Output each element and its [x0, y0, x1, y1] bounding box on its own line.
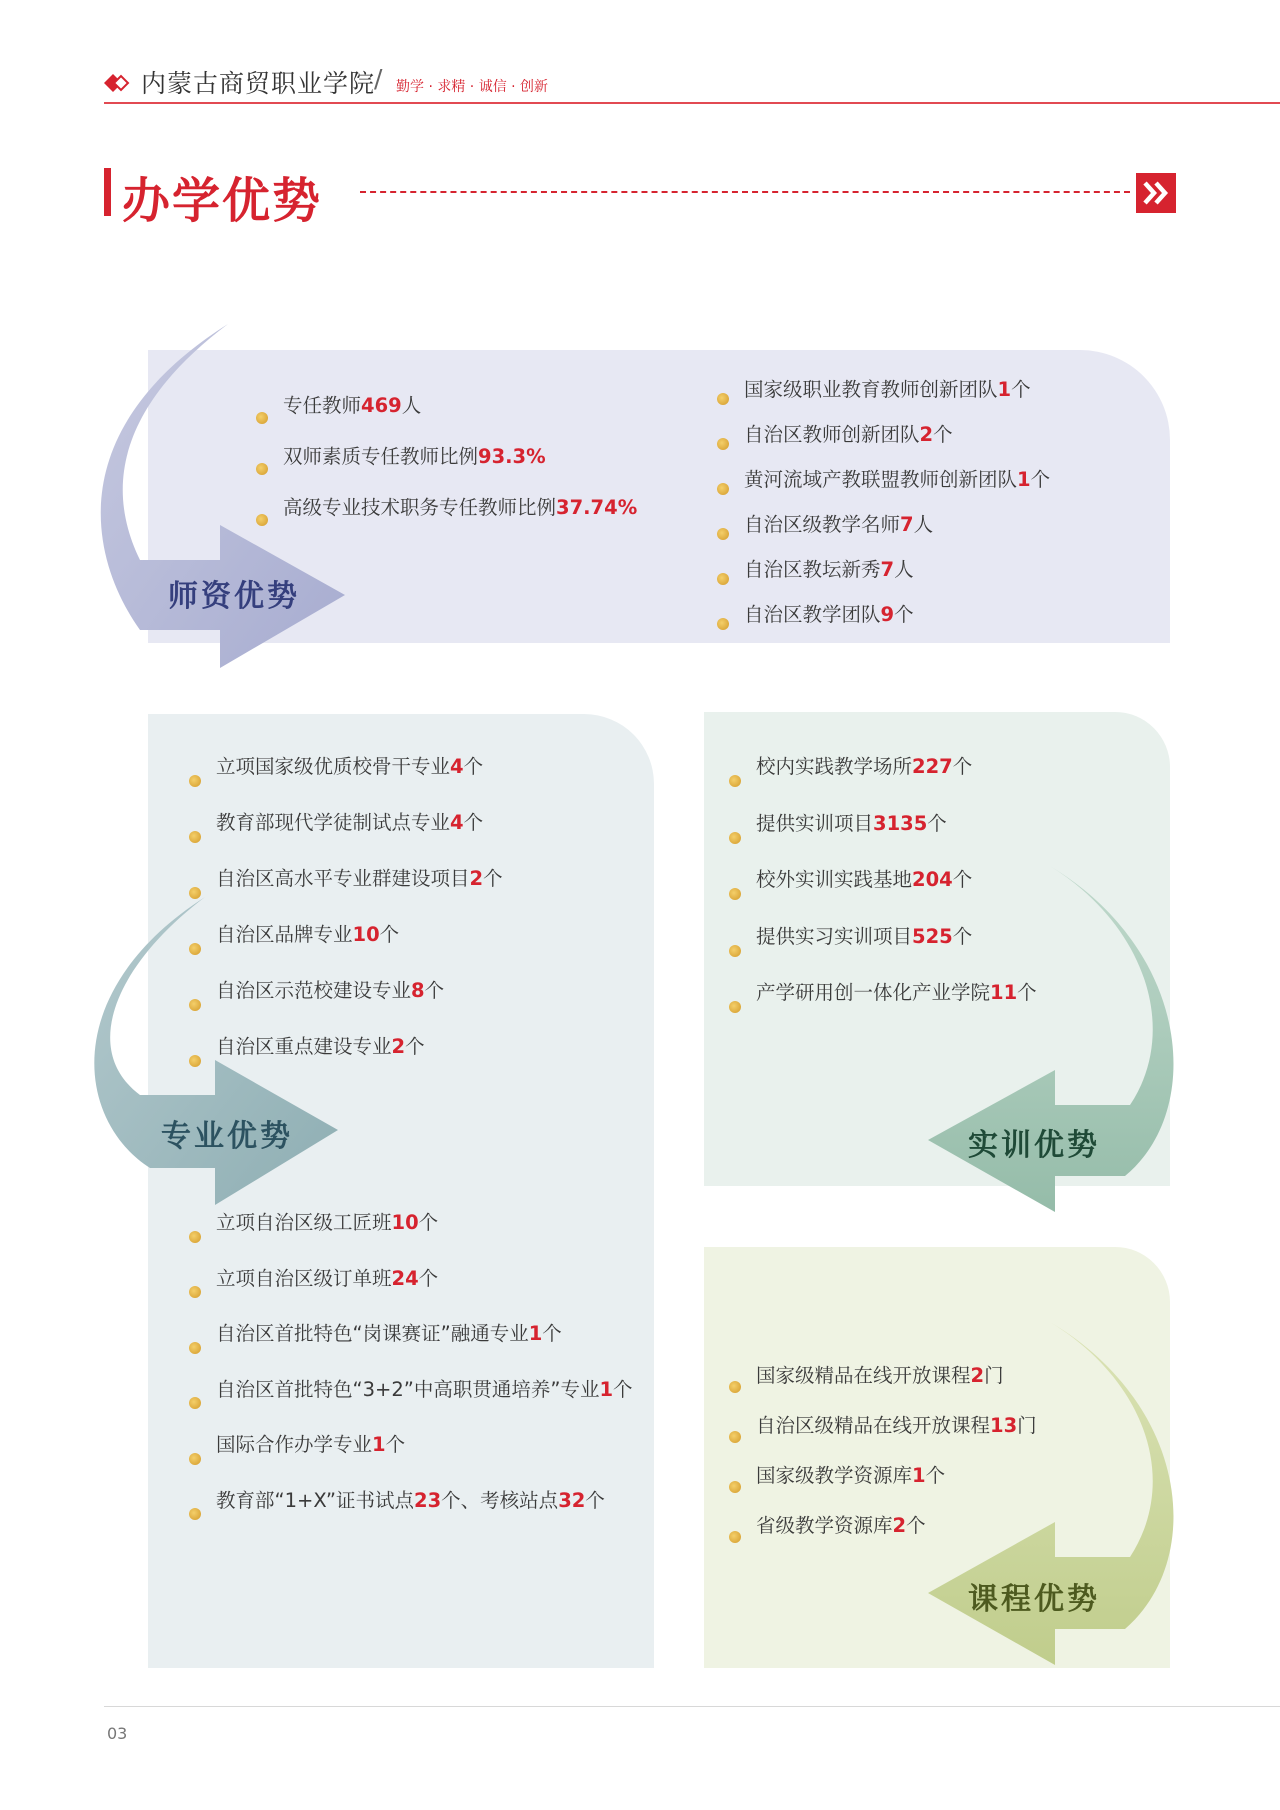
list-item: 自治区高水平专业群建设项目2个 [189, 865, 503, 921]
list-item: 自治区教坛新秀7人 [717, 556, 1050, 601]
list-item: 自治区教学团队9个 [717, 601, 1050, 646]
list-item: 校内实践教学场所227个 [729, 753, 1037, 810]
teacher-right-list [717, 376, 1050, 646]
list-item: 自治区品牌专业10个 [189, 921, 503, 977]
page-number: 03 [107, 1724, 128, 1743]
list-item: 提供实训项目3135个 [729, 810, 1037, 867]
school-motto: 勤学 · 求精 · 诚信 · 创新 [396, 79, 549, 95]
course-list [729, 1362, 1037, 1562]
header-separator: / [374, 64, 383, 93]
list-item: 省级教学资源库2个 [729, 1512, 1037, 1562]
bullet-dot-icon [189, 1453, 201, 1465]
bullet-dot-icon [717, 393, 729, 405]
list-item: 国家级教学资源库1个 [729, 1462, 1037, 1512]
list-item: 高级专业技术职务专任教师比例37.74% [256, 494, 637, 545]
bullet-dot-icon [256, 412, 268, 424]
list-item: 自治区重点建设专业2个 [189, 1033, 503, 1089]
bullet-dot-icon [189, 775, 201, 787]
list-item: 国际合作办学专业1个 [189, 1431, 633, 1487]
bullet-dot-icon [729, 832, 741, 844]
list-item: 校外实训实践基地204个 [729, 866, 1037, 923]
teacher-advantage-heading: 师资优势 [168, 579, 300, 614]
list-item: 自治区教师创新团队2个 [717, 421, 1050, 466]
bullet-dot-icon [189, 1286, 201, 1298]
list-item: 自治区级教学名师7人 [717, 511, 1050, 556]
page-title: 办学优势 [122, 173, 323, 229]
list-item: 国家级职业教育教师创新团队1个 [717, 376, 1050, 421]
school-name: 内蒙古商贸职业学院 [141, 69, 376, 98]
major-advantage-heading: 专业优势 [161, 1119, 293, 1154]
list-item: 自治区示范校建设专业8个 [189, 977, 503, 1033]
list-item: 教育部“1+X”证书试点23个、考核站点32个 [189, 1487, 633, 1543]
bullet-dot-icon [717, 618, 729, 630]
list-item: 立项自治区级订单班24个 [189, 1265, 633, 1321]
list-item: 立项国家级优质校骨干专业4个 [189, 753, 503, 809]
list-item: 国家级精品在线开放课程2门 [729, 1362, 1037, 1412]
bullet-dot-icon [256, 514, 268, 526]
bullet-dot-icon [729, 888, 741, 900]
bullet-dot-icon [189, 1055, 201, 1067]
bullet-dot-icon [189, 1231, 201, 1243]
bullet-dot-icon [729, 945, 741, 957]
bullet-dot-icon [256, 463, 268, 475]
major-top-list [189, 753, 503, 1089]
bullet-dot-icon [189, 831, 201, 843]
list-item: 自治区首批特色“3+2”中高职贯通培养”专业1个 [189, 1376, 633, 1432]
major-bottom-list [189, 1209, 633, 1542]
teacher-left-list [256, 392, 637, 545]
course-advantage-heading: 课程优势 [968, 1582, 1100, 1617]
list-item: 专任教师469人 [256, 392, 637, 443]
bullet-dot-icon [729, 1381, 741, 1393]
footer-divider [104, 1706, 1280, 1707]
list-item: 黄河流域产教联盟教师创新团队1个 [717, 466, 1050, 511]
bullet-dot-icon [189, 999, 201, 1011]
list-item: 产学研用创一体化产业学院11个 [729, 979, 1037, 1036]
training-list [729, 753, 1037, 1036]
bullet-dot-icon [729, 775, 741, 787]
list-item: 立项自治区级工匠班10个 [189, 1209, 633, 1265]
list-item: 自治区首批特色“岗课赛证”融通专业1个 [189, 1320, 633, 1376]
bullet-dot-icon [189, 887, 201, 899]
bullet-dot-icon [189, 1508, 201, 1520]
bullet-dot-icon [717, 528, 729, 540]
training-advantage-heading: 实训优势 [968, 1128, 1100, 1163]
bullet-dot-icon [729, 1481, 741, 1493]
bullet-dot-icon [717, 438, 729, 450]
bullet-dot-icon [729, 1001, 741, 1013]
list-item: 双师素质专任教师比例93.3% [256, 443, 637, 494]
bullet-dot-icon [717, 483, 729, 495]
bullet-dot-icon [729, 1431, 741, 1443]
bullet-dot-icon [717, 573, 729, 585]
bullet-dot-icon [189, 1397, 201, 1409]
list-item: 提供实习实训项目525个 [729, 923, 1037, 980]
list-item: 教育部现代学徒制试点专业4个 [189, 809, 503, 865]
list-item: 自治区级精品在线开放课程13门 [729, 1412, 1037, 1462]
bullet-dot-icon [189, 943, 201, 955]
bullet-dot-icon [729, 1531, 741, 1543]
bullet-dot-icon [189, 1342, 201, 1354]
